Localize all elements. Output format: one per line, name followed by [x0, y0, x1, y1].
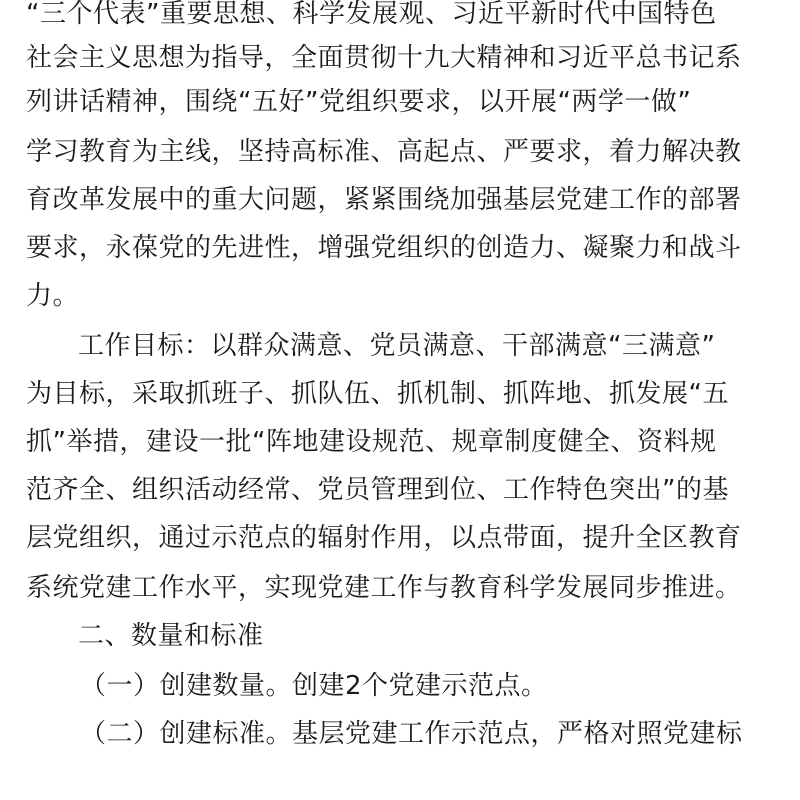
- body-text-line: 学习教育为主线，坚持高标准、高起点、严要求，着力解决教: [26, 137, 742, 167]
- body-text-line: 要求，永葆党的先进性，增强党组织的创造力、凝聚力和战斗: [26, 233, 742, 263]
- subsection-line: （一）创建数量。创建2个党建示范点。: [80, 671, 548, 701]
- body-text-line: 力。: [26, 281, 80, 311]
- body-text-line: 抓”举措，建设一批“阵地建设规范、规章制度健全、资料规: [26, 427, 717, 457]
- body-text-line: 列讲话精神，围绕“五好”党组织要求，以开展“两学一做”: [26, 87, 692, 117]
- body-text-line: 层党组织，通过示范点的辐射作用，以点带面，提升全区教育: [26, 523, 742, 553]
- paragraph-start-line: 工作目标：以群众满意、党员满意、干部满意“三满意”: [78, 331, 716, 361]
- body-text-line: 为目标，采取抓班子、抓队伍、抓机制、抓阵地、抓发展“五: [26, 379, 729, 409]
- body-text-line: 系统党建工作水平，实现党建工作与教育科学发展同步推进。: [26, 573, 742, 603]
- body-text-line: 育改革发展中的重大问题，紧紧围绕加强基层党建工作的部署: [26, 185, 742, 215]
- section-heading: 二、数量和标准: [78, 621, 264, 651]
- body-text-line: 范齐全、组织活动经常、党员管理到位、工作特色突出”的基: [26, 475, 729, 505]
- body-text-line: 社会主义思想为指导，全面贯彻十九大精神和习近平总书记系: [26, 43, 742, 73]
- body-text-line: “三个代表”重要思想、科学发展观、习近平新时代中国特色: [26, 0, 717, 29]
- subsection-line: （二）创建标准。基层党建工作示范点，严格对照党建标: [80, 719, 743, 749]
